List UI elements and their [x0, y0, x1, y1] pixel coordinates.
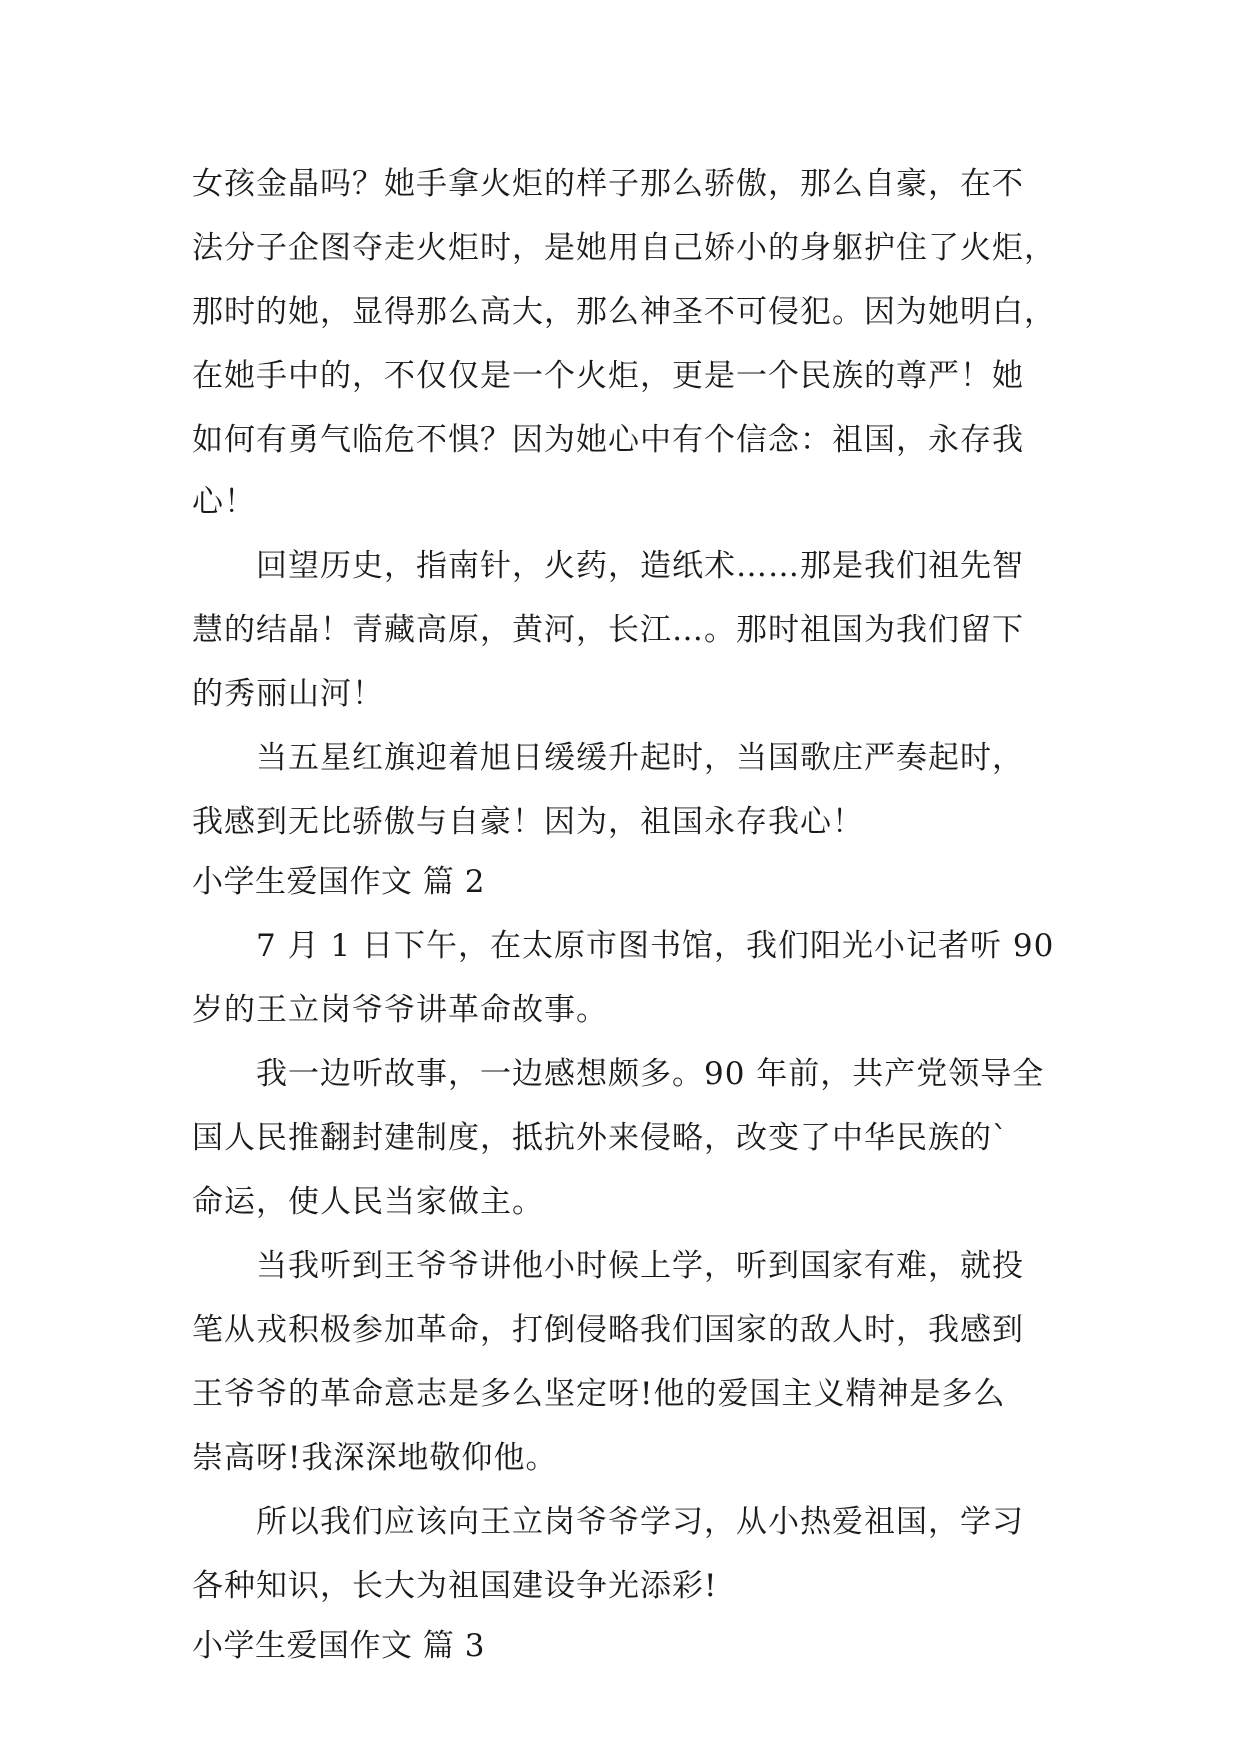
paragraph-start: 7 月 1 日下午，在太原市图书馆，我们阳光小记者听 90	[256, 928, 1055, 964]
text-line: 命运，使人民当家做主。	[192, 1184, 544, 1220]
text-line: 法分子企图夺走火炬时，是她用自己娇小的身躯护住了火炬，	[192, 230, 1056, 266]
text-line: 女孩金晶吗？她手拿火炬的样子那么骄傲，那么自豪，在不	[192, 166, 1024, 202]
text-line: 在她手中的，不仅仅是一个火炬，更是一个民族的尊严！她	[192, 358, 1024, 394]
section-heading: 小学生爱国作文 篇 2	[192, 864, 485, 900]
text-line: 的秀丽山河！	[192, 676, 384, 712]
text-line: 那时的她，显得那么高大，那么神圣不可侵犯。因为她明白，	[192, 294, 1056, 330]
paragraph-start: 所以我们应该向王立岗爷爷学习，从小热爱祖国，学习	[256, 1504, 1024, 1540]
text-line: 王爷爷的革命意志是多么坚定呀!他的爱国主义精神是多么	[192, 1376, 1006, 1412]
paragraph-start: 我一边听故事，一边感想颇多。90 年前，共产党领导全	[256, 1056, 1045, 1092]
text-line: 笔从戎积极参加革命，打倒侵略我们国家的敌人时，我感到	[192, 1312, 1024, 1348]
text-line: 我感到无比骄傲与自豪！因为，祖国永存我心！	[192, 804, 864, 840]
text-line: 各种知识，长大为祖国建设争光添彩!	[192, 1568, 718, 1604]
text-line: 如何有勇气临危不惧？因为她心中有个信念：祖国，永存我	[192, 422, 1024, 458]
paragraph-start: 当我听到王爷爷讲他小时候上学，听到国家有难，就投	[256, 1248, 1024, 1284]
text-line: 国人民推翻封建制度，抵抗外来侵略，改变了中华民族的`	[192, 1120, 1009, 1156]
text-line: 心！	[192, 484, 256, 520]
section-heading: 小学生爱国作文 篇 3	[192, 1628, 485, 1664]
paragraph-start: 回望历史，指南针，火药，造纸术……那是我们祖先智	[256, 548, 1024, 584]
text-line: 慧的结晶！青藏高原，黄河，长江…。那时祖国为我们留下	[192, 612, 1024, 648]
text-line: 岁的王立岗爷爷讲革命故事。	[192, 992, 608, 1028]
paragraph-start: 当五星红旗迎着旭日缓缓升起时，当国歌庄严奏起时，	[256, 740, 1024, 776]
text-line: 崇高呀!我深深地敬仰他。	[192, 1440, 558, 1476]
